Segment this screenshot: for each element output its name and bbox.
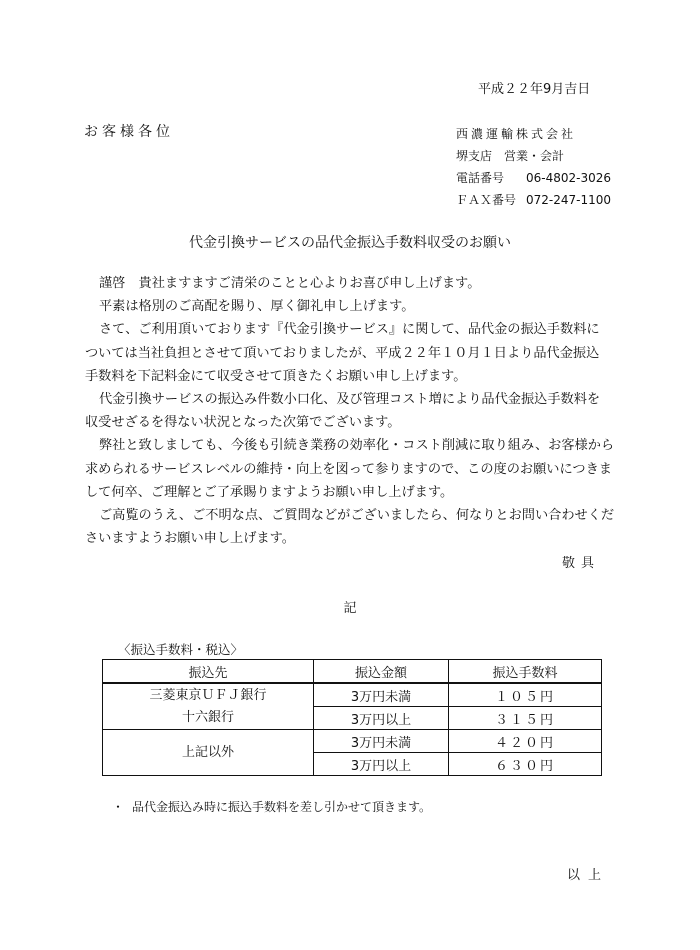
table-header-row — [103, 660, 602, 684]
fee-cell: ３１５円 — [449, 707, 602, 730]
destination-name: 三菱東京ＵＦＪ銀行 — [149, 687, 267, 703]
amount-cell: 3万円以上 — [314, 753, 449, 776]
sender-branch: 堺支店 営業・会計 — [456, 149, 565, 163]
body-line: して何卒、ご理解とご了承賜りますようお願い申し上げます。 — [85, 484, 454, 500]
body-line: 手数料を下記料金にて収受させて頂きたくお願い申し上げます。 — [85, 368, 467, 384]
body-text — [85, 272, 619, 550]
recipient: お客様各位 — [84, 124, 174, 140]
note — [112, 798, 431, 815]
table-row — [103, 683, 602, 707]
fee-table — [102, 659, 602, 776]
body-line: 収受せざるを得ない状況となった次第でございます。 — [85, 415, 401, 431]
body-line: さて、ご利用頂いております『代金引換サービス』に関して、品代金の振込手数料に — [99, 322, 600, 338]
header-amount: 振込金額 — [314, 660, 449, 684]
body-line: 代金引換サービスの振込み件数小口化、及び管理コスト増により品代金振込手数料を — [99, 392, 601, 408]
body-line: 平素は格別のご高配を賜り、厚く御礼申し上げます。 — [99, 299, 415, 315]
sender-fax-row — [456, 189, 611, 211]
sender-company: 西濃運輸株式会社 — [456, 127, 577, 141]
body-line: さいますようお願い申し上げます。 — [85, 531, 295, 547]
closing-ijou: 以上 — [567, 868, 610, 883]
fax-number: 072-247-1100 — [526, 193, 612, 207]
amount-cell: 3万円未満 — [314, 683, 449, 707]
destination-name: 十六銀行 — [181, 709, 234, 725]
phone-number: 06-4802-3026 — [526, 171, 612, 185]
note-text: 品代金振込み時に振込手数料を差し引かせて頂きます。 — [132, 800, 432, 814]
fee-cell: ６３０円 — [449, 753, 602, 776]
body-line: 弊社と致しましても、今後も引続き業務の効率化・コスト削減に取り組み、お客様から — [99, 438, 615, 454]
fee-cell: ４２０円 — [449, 730, 602, 753]
sender-block — [456, 123, 611, 211]
ki-heading: 記 — [343, 601, 357, 616]
body-line: ご高覧のうえ、ご不明な点、ご質問などがございましたら、何なりとお問い合わせくだ — [99, 508, 615, 524]
table-caption: 〈振込手数料・税込〉 — [118, 642, 244, 657]
amount-cell: 3万円未満 — [314, 730, 449, 753]
note-bullet: ・ — [112, 800, 125, 814]
amount-cell: 3万円以上 — [314, 707, 449, 730]
destination-cell — [103, 683, 314, 730]
document-title: 代金引換サービスの品代金振込手数料収受のお願い — [189, 235, 511, 251]
body-line: 謹啓 貴社ますますご清栄のことと心よりお喜び申し上げます。 — [99, 276, 481, 291]
header-destination: 振込先 — [103, 660, 314, 684]
document-date: 平成２２年9月吉日 — [478, 82, 591, 97]
header-fee: 振込手数料 — [449, 660, 602, 684]
body-line: 求められるサービスレベルの維持・向上を図って参りますので、この度のお願いにつきま — [85, 461, 612, 477]
body-line: ついては当社負担とさせて頂いておりましたが、平成２２年１０月１日より品代金振込 — [85, 345, 600, 361]
sender-phone-row — [456, 167, 611, 189]
phone-label: 電話番号 — [456, 171, 505, 185]
table-row — [103, 730, 602, 753]
fax-label: ＦＡＸ番号 — [456, 193, 517, 207]
closing-keigu: 敬具 — [562, 556, 601, 571]
fee-cell: １０５円 — [449, 683, 602, 707]
destination-cell: 上記以外 — [103, 730, 314, 776]
